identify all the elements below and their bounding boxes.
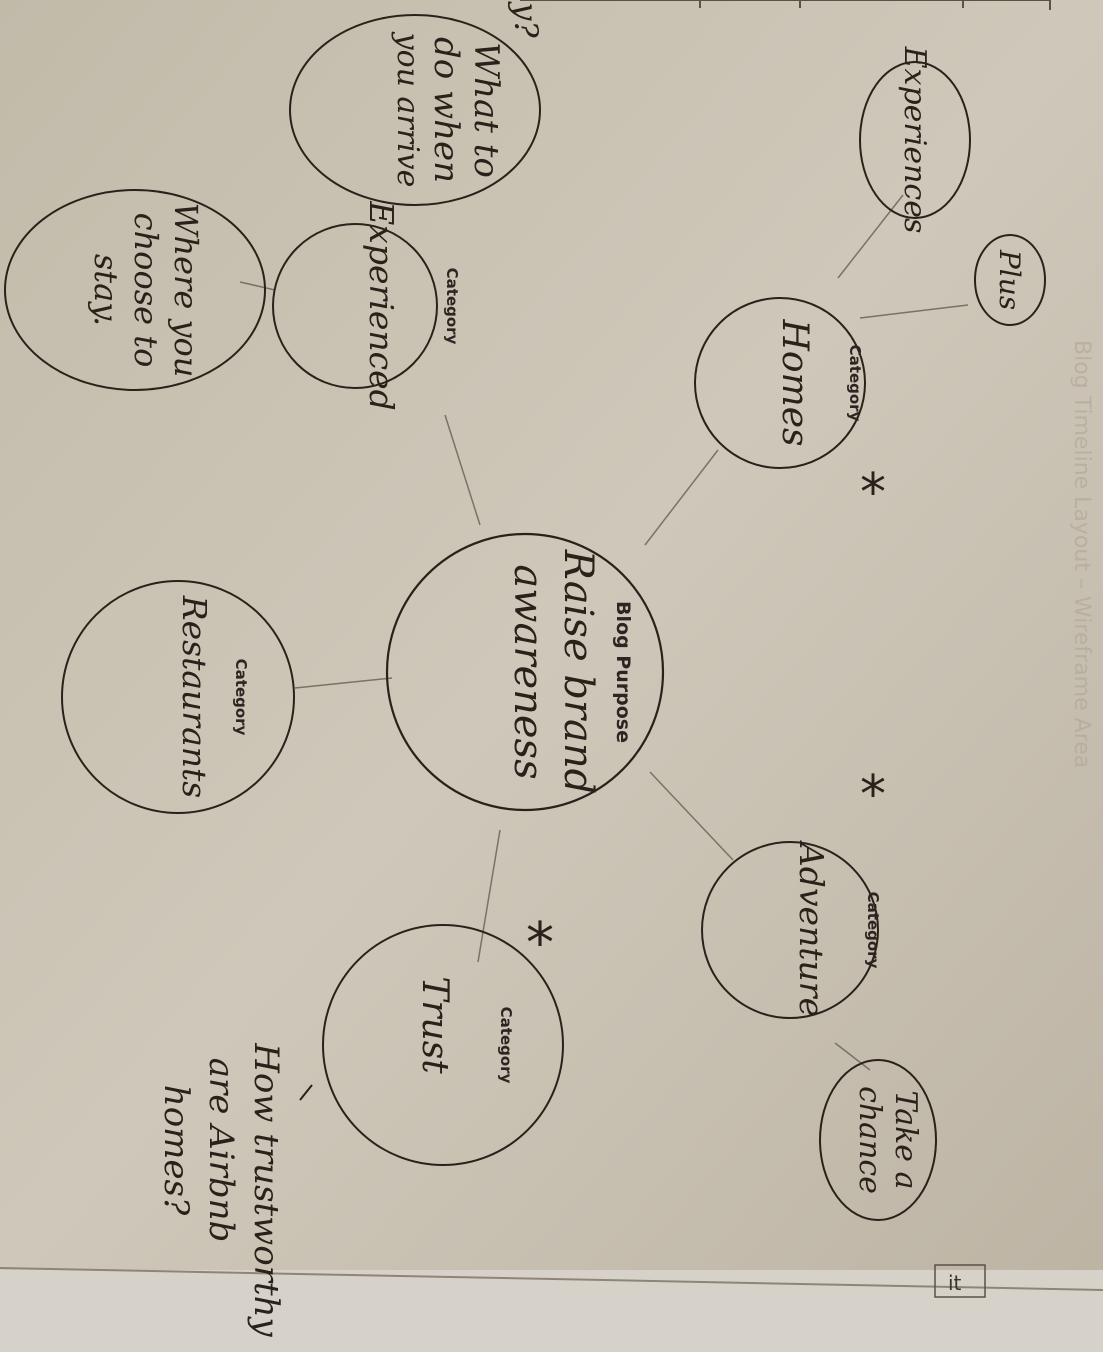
experienced-title: Experienced — [362, 201, 401, 411]
take-chance-line1: Take a — [888, 1090, 923, 1190]
y-fragment: y? — [507, 2, 545, 38]
star-trust: * — [526, 911, 554, 976]
trust-title: Trust — [414, 976, 455, 1074]
trustworthy-line2: are Airbnb — [201, 1057, 241, 1243]
trust-label: Category — [497, 1006, 515, 1084]
where-stay-line3: stay. — [87, 253, 125, 327]
restaurants-title: Restaurants — [175, 595, 214, 799]
where-stay-line2: choose to — [127, 212, 165, 368]
it-fragment: it — [948, 1271, 962, 1295]
adventure-label: Category — [864, 891, 882, 969]
where-stay-line1: Where you — [167, 202, 205, 378]
center-heading: Blog Purpose — [612, 601, 634, 743]
adventure-title: Adventure — [792, 842, 831, 1018]
star-homes: * — [860, 463, 886, 523]
star-adventure: * — [860, 765, 886, 825]
what-to-do-line3: you arrive — [390, 32, 425, 188]
plus-note: Plus — [993, 249, 1026, 311]
trustworthy-line1: How trustworthy — [246, 1043, 286, 1337]
trustworthy-line3: homes? — [156, 1084, 196, 1216]
center-line2: awareness — [505, 564, 551, 780]
background-print: Blog Timeline Layout – Wireframe Area — [1069, 340, 1094, 769]
experiences-note: Experiences — [897, 46, 932, 234]
center-line1: Raise brand — [555, 549, 601, 795]
restaurants-label: Category — [232, 658, 250, 736]
what-to-do-line1: What to — [466, 42, 506, 178]
homes-label: Category — [846, 344, 864, 422]
what-to-do-line2: do when — [426, 36, 466, 184]
experienced-label: Category — [443, 267, 461, 345]
take-chance-line2: chance — [852, 1086, 887, 1194]
homes-title: Homes — [774, 319, 815, 447]
